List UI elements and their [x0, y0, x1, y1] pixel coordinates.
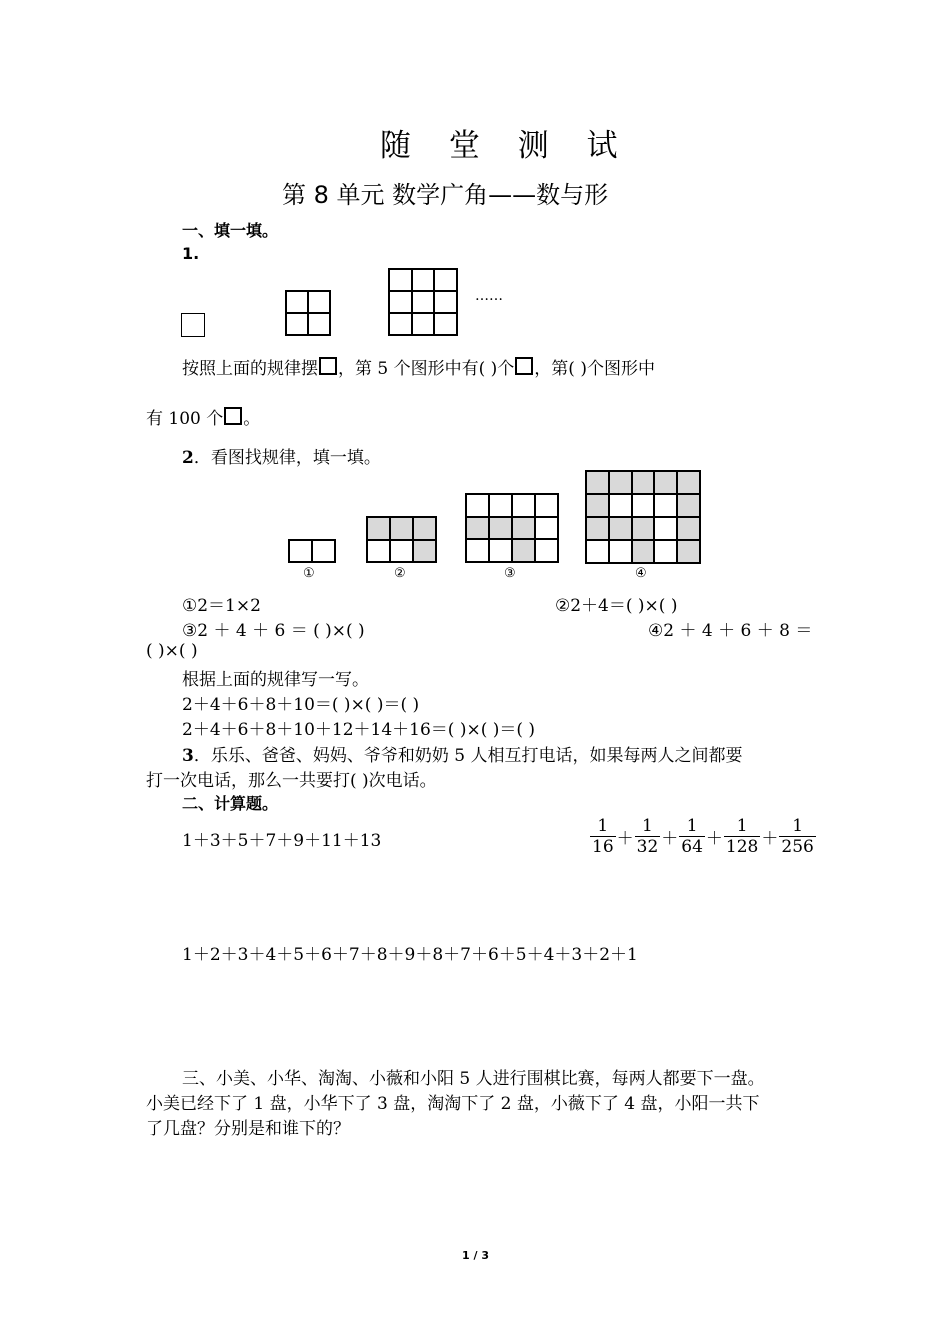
- plus-sign: ＋: [616, 829, 634, 849]
- page-title: 随 堂 测 试: [380, 128, 632, 164]
- calc-expr-2: 1＋2＋3＋4＋5＋6＋7＋8＋9＋8＋7＋6＋5＋4＋3＋2＋1: [182, 945, 638, 965]
- plus-sign: ＋: [705, 829, 723, 849]
- section-1-heading: 一、填一填。: [182, 221, 279, 240]
- q2-rule: 根据上面的规律写一写。: [182, 670, 369, 690]
- plus-sign: ＋: [661, 829, 679, 849]
- fraction: $\frac{1}{128}$: [725, 816, 759, 857]
- q2-number: 2: [182, 448, 194, 468]
- q2-eq2: 2＋4＋6＋8＋10＋12＋14＋16＝( )×( )＝( ): [182, 720, 536, 740]
- fraction: $\frac{1}{256}$: [781, 816, 814, 857]
- q1-text-c: ，第( )个图形中: [534, 359, 655, 379]
- section-3-line3: 了几盘？分别是和谁下的？: [146, 1119, 350, 1139]
- calc-fraction-sum: [590, 816, 816, 857]
- q3-line1-text: ．乐乐、爸爸、妈妈、爷爷和奶奶 5 人相互打电话，如果每两人之间都要: [193, 746, 743, 766]
- q1-text-a: 按照上面的规律摆: [182, 359, 318, 379]
- q1-ellipsis: ……: [475, 288, 503, 304]
- q1-text-line2: [146, 404, 260, 429]
- q1-text-d: 有 100 个: [146, 409, 224, 429]
- q3-number: 3: [182, 746, 194, 766]
- q2-eq1: 2＋4＋6＋8＋10＝( )×( )＝( ): [182, 695, 420, 715]
- q2-intro-text: ．看图找规律，填一填。: [193, 448, 381, 468]
- q2-label-4: ④: [635, 566, 647, 581]
- plus-sign: ＋: [761, 829, 779, 849]
- q2-figure-3: [465, 493, 559, 563]
- q2-label-1: ①: [303, 566, 315, 581]
- q1-number: 1.: [182, 244, 200, 263]
- fraction: $\frac{1}{64}$: [681, 816, 703, 857]
- square-icon: [224, 407, 242, 425]
- q2-figure-1: [288, 539, 336, 563]
- q2-line1-right: ②2＋4＝( )×( ): [555, 596, 678, 616]
- q2-label-2: ②: [394, 566, 406, 581]
- q3-line1: [182, 741, 742, 766]
- q2-line1-left: ①2＝1×2: [182, 596, 261, 616]
- q2-label-3: ③: [504, 566, 516, 581]
- q1-figure-1: [181, 313, 205, 337]
- square-icon: [319, 357, 337, 375]
- q2-figure-4: [585, 470, 701, 564]
- q2-intro: [182, 443, 381, 468]
- fraction: $\frac{1}{32}$: [636, 816, 659, 857]
- page-subtitle: 第 8 单元 数学广角——数与形: [282, 181, 609, 209]
- q1-text-b: ，第 5 个图形中有( )个: [338, 359, 515, 379]
- q1-text-e: 。: [243, 409, 261, 429]
- q1-figure-3: [388, 268, 458, 336]
- q3-line2: 打一次电话，那么一共要打( )次电话。: [146, 771, 437, 791]
- section-3-line2: 小美已经下了 1 盘，小华下了 3 盘，淘淘下了 2 盘，小薇下了 4 盘，小阳一共下: [146, 1094, 760, 1114]
- q1-text-line1: [182, 354, 655, 379]
- square-icon: [515, 357, 533, 375]
- q2-line3: ( )×( ): [146, 641, 198, 661]
- page-number: 1 / 3: [462, 1249, 489, 1262]
- section-2-heading: 二、计算题。: [182, 794, 279, 813]
- q2-figure-2: [366, 516, 437, 563]
- q1-figure-2: [285, 290, 331, 336]
- fraction: $\frac{1}{16}$: [592, 816, 614, 857]
- q2-line2-right: ④2 ＋ 4 ＋ 6 ＋ 8 ＝: [648, 621, 813, 641]
- q2-line2-left: ③2 ＋ 4 ＋ 6 ＝ ( )×( ): [182, 621, 365, 641]
- calc-expr-1: 1＋3＋5＋7＋9＋11＋13: [182, 831, 382, 851]
- section-3-line1: 三、小美、小华、淘淘、小薇和小阳 5 人进行围棋比赛，每两人都要下一盘。: [182, 1069, 765, 1089]
